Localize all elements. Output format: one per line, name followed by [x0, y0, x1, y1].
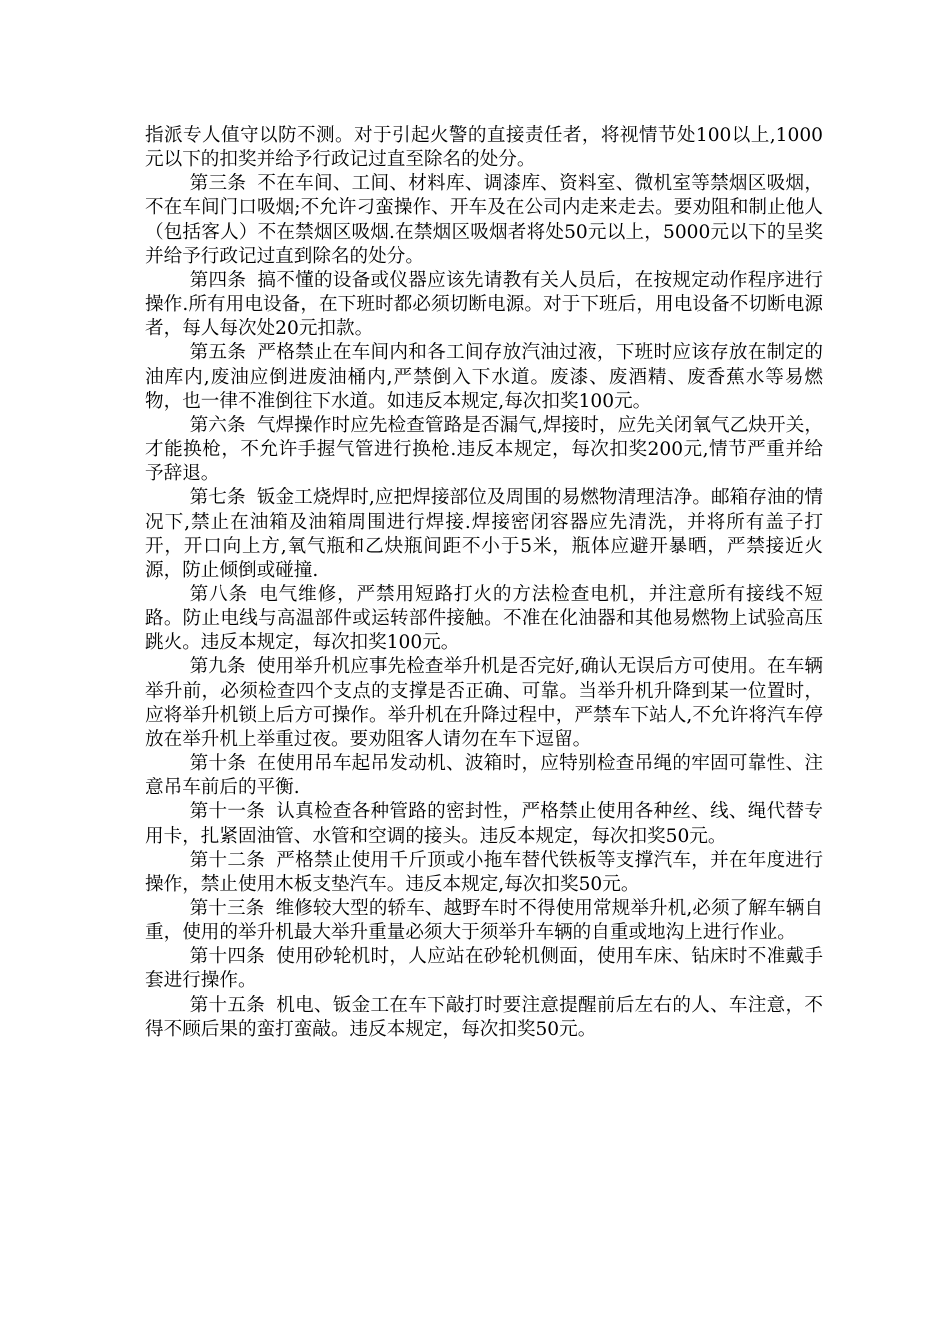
- article-number: 第十一条: [189, 801, 266, 823]
- document-page: [145, 124, 823, 1042]
- article-number: 第十五条: [189, 994, 266, 1016]
- article-number: 第十三条: [189, 898, 265, 919]
- article-number: 第十二条: [189, 849, 266, 871]
- article-text: 在使用吊车起吊发动机、波箱时，应特别检查吊绳的牢固可靠性、注意吊车前后的平衡.: [145, 753, 823, 799]
- article-text: 机电、钣金工在车下敲打时要注意提醒前后左右的人、车注意，不得不顾后果的蛮打蛮敲。违反本规定，每次扣奖50元。: [145, 994, 823, 1040]
- article-4: [145, 269, 823, 341]
- article-14: [145, 945, 823, 993]
- article-text: 严格禁止在车间内和各工间存放汽油过液，下班时应该存放在制定的油库内,废油应倒进废油桶内,严禁倒入下水道。废漆、废酒精、废香蕉水等易燃物，也一律不准倒往下水道。如违反本规定,每次扣奖100元。: [145, 342, 823, 412]
- article-text: 严格禁止使用千斤顶或小拖车替代铁板等支撑汽车，并在年度进行操作，禁止使用木板支垫汽车。违反本规定,每次扣奖50元。: [145, 849, 823, 895]
- article-6: [145, 414, 823, 486]
- article-text: 钣金工烧焊时,应把焊接部位及周围的易燃物清理洁净。邮箱存油的情况下,禁止在油箱及油箱周围进行焊接.焊接密闭容器应先清洗，并将所有盖子打开，开口向上方,氧气瓶和乙炔瓶间距不小于5米，瓶体应避开暴晒，严禁接近火源，防止倾倒或碰撞.: [145, 487, 823, 581]
- article-number: 第十条: [189, 753, 247, 775]
- article-10: [145, 752, 823, 800]
- article-8: [145, 583, 823, 655]
- article-number: 第八条: [189, 583, 249, 605]
- article-text: 电气维修，严禁用短路打火的方法检查电机，并注意所有接线不短路。防止电线与高温部件或运转部件接触。不准在化油器和其他易燃物上试验高压跳火。违反本规定，每次扣奖100元。: [145, 583, 823, 654]
- article-9: [145, 655, 823, 752]
- article-text: 使用举升机应事先检查举升机是否完好,确认无误后方可使用。在车辆举升前，必须检查四个支点的支撑是否正确、可靠。当举升机升降到某一位置时，应将举升机锁上后方可操作。举升机在升降过程中，严禁车下站人,不允许将汽车停放在举升机上举重过夜。要劝阻客人请勿在车下逗留。: [145, 656, 823, 750]
- article-text: 搞不懂的设备或仪器应该先请教有关人员后，在按规定动作程序进行操作.所有用电设备，在下班时都必须切断电源。对于下班后，用电设备不切断电源者，每人每次处20元扣款。: [145, 269, 823, 340]
- article-text: 不在车间、工间、材料库、调漆库、资料室、微机室等禁烟区吸烟，不在车间门口吸烟;不允许刁蛮操作、开车及在公司内走来走去。要劝阻和制止他人（包括客人）不在禁烟区吸烟.在禁烟区吸烟者将处50元以上，5000元以下的呈奖并给予行政记过直到除名的处分。: [145, 173, 823, 267]
- article-number: 第六条: [189, 414, 246, 436]
- paragraph-continuation: [145, 124, 823, 172]
- article-11: [145, 800, 823, 848]
- article-number: 第五条: [189, 342, 247, 364]
- article-number: 第七条: [189, 487, 246, 509]
- paragraph-text: 指派专人值守以防不测。对于引起火警的直接责任者，将视情节处100以上,1000元以下的扣奖并给予行政记过直至除名的处分。: [145, 125, 823, 171]
- article-7: [145, 486, 823, 583]
- article-text: 使用砂轮机时，人应站在砂轮机侧面，使用车床、钻床时不准戴手套进行操作。: [145, 946, 823, 992]
- article-number: 第四条: [189, 269, 247, 291]
- article-number: 第十四条: [189, 946, 266, 968]
- article-15: [145, 994, 823, 1042]
- article-number: 第三条: [189, 173, 247, 195]
- article-13: [145, 897, 823, 945]
- article-text: 认真检查各种管路的密封性，严格禁止使用各种丝、线、绳代替专用卡，扎紧固油管、水管和空调的接头。违反本规定，每次扣奖50元。: [145, 801, 823, 847]
- article-3: [145, 172, 823, 269]
- article-text: 维修较大型的轿车、越野车时不得使用常规举升机,必须了解车辆自重，使用的举升机最大举升重量必须大于须举升车辆的自重或地沟上进行作业。: [145, 898, 823, 944]
- article-text: 气焊操作时应先检查管路是否漏气,焊接时，应先关闭氧气乙炔开关，才能换枪，不允许手握气管进行换枪.违反本规定，每次扣奖200元,情节严重并给予辞退。: [145, 414, 823, 485]
- article-5: [145, 341, 823, 413]
- article-12: [145, 849, 823, 897]
- article-number: 第九条: [189, 656, 246, 678]
